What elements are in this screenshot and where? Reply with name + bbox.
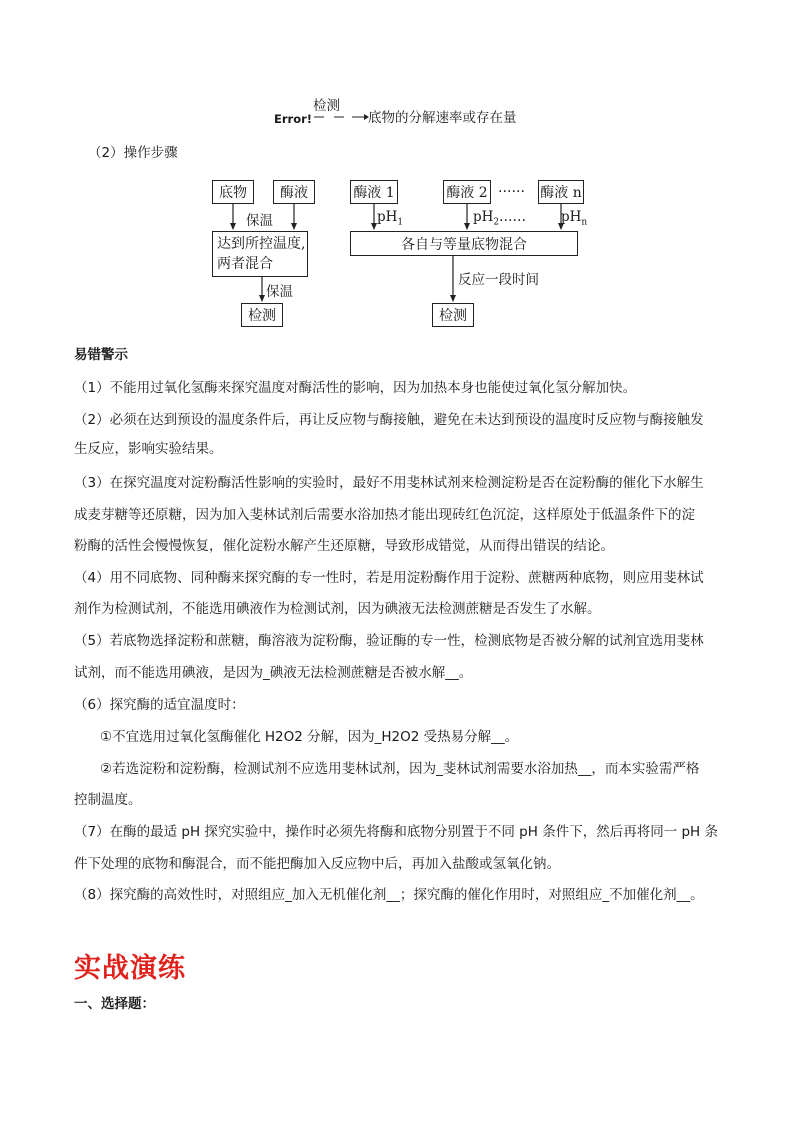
enzyme2-box: 酶液 2: [443, 180, 491, 204]
substrate-box: 底物: [212, 180, 254, 204]
line-5: 成麦芽糖等还原糖，因为加入斐林试剂后需要水浴加热才能出现砖红色沉淀，这样原处于低温条件下的淀: [74, 507, 695, 523]
line-8: 剂作为检测试剂，不能选用碘液作为检测试剂，因为碘液无法检测蔗糖是否发生了水解。: [74, 601, 601, 617]
ph2-text: pH: [473, 209, 494, 225]
warning-heading: 易错警示: [74, 347, 128, 363]
dots-top: ……: [498, 180, 525, 196]
line-11: （6）探究酶的适宜温度时：: [74, 697, 245, 713]
enzyme-box: 酶液: [273, 180, 315, 204]
practice-title: 实战演练: [74, 953, 186, 984]
detect-box-left: 检测: [241, 303, 283, 327]
line-13: ②若选淀粉和淀粉酶，检测试剂不应选用斐林试剂，因为_斐林试剂需要水浴加热__，而本实验需严格: [100, 761, 700, 777]
mix-substrate-box: 各自与等量底物混合: [350, 231, 578, 256]
line-16: 件下处理的底物和酶混合，而不能把酶加入反应物中后，再加入盐酸或氢氧化钠。: [74, 856, 560, 872]
mix-line-2: 两者混合: [217, 256, 273, 272]
line-2: （2）必须在达到预设的温度条件后，再让反应物与酶接触，避免在未达到预设的温度时反应物与酶接触发: [74, 412, 704, 428]
enzymen-label: 酶液 n: [540, 185, 582, 201]
keep-warm-label-2: 保温: [266, 284, 293, 300]
detect-box-right: 检测: [432, 303, 474, 327]
mix-line-1: 达到所控温度,: [217, 236, 306, 252]
react-label: 反应一段时间: [458, 272, 539, 288]
ph2-sub: 2: [493, 217, 500, 228]
ph1-sub: 1: [397, 217, 404, 228]
line-4: （3）在探究温度对淀粉酶活性影响的实验时，最好不用斐林试剂来检测淀粉是否在淀粉酶的催化下水解生: [74, 475, 704, 491]
line-10: 试剂，而不能选用碘液，是因为_碘液无法检测蔗糖是否被水解__。: [74, 665, 473, 681]
dots-ph: ……: [499, 209, 526, 225]
formula-label-above: 检测: [313, 98, 340, 114]
line-7: （4）用不同底物、同种酶来探究酶的专一性时，若是用淀粉酶作用于淀粉、蔗糖两种底物，则应用斐林试: [74, 570, 704, 586]
step-heading: （2）操作步骤: [88, 145, 178, 161]
line-1: （1）不能用过氧化氢酶来探究温度对酶活性的影响，因为加热本身也能使过氧化氢分解加快。: [74, 380, 637, 396]
error-text: Error!: [274, 112, 313, 126]
formula-result: 底物的分解速率或存在量: [368, 110, 517, 126]
phn-sub: n: [581, 217, 588, 228]
keep-warm-label-1: 保温: [246, 213, 273, 229]
line-6: 粉酶的活性会慢慢恢复，催化淀粉水解产生还原糖，导致形成错觉，从而得出错误的结论。: [74, 538, 614, 554]
line-14: 控制温度。: [74, 792, 142, 808]
line-9: （5）若底物选择淀粉和蔗糖，酶溶液为淀粉酶，验证酶的专一性，检测底物是否被分解的试剂宜选用斐林: [74, 633, 704, 649]
line-15: （7）在酶的最适 pH 探究实验中，操作时必须先将酶和底物分别置于不同 pH 条件下，然后再将同一 pH 条: [74, 824, 718, 840]
enzyme1-box: 酶液 1: [350, 180, 398, 204]
phn-text: pH: [561, 209, 582, 225]
line-17: （8）探究酶的高效性时，对照组应_加入无机催化剂__；探究酶的催化作用时，对照组应_不加催化剂__。: [74, 887, 704, 903]
line-12: ①不宜选用过氧化氢酶催化 H2O2 分解，因为_H2O2 受热易分解__。: [100, 729, 519, 745]
ph1-text: pH: [377, 209, 398, 225]
line-3: 生反应，影响实验结果。: [74, 441, 223, 457]
diagram-arrows: [0, 0, 794, 340]
section-one-heading: 一、选择题：: [74, 996, 155, 1012]
